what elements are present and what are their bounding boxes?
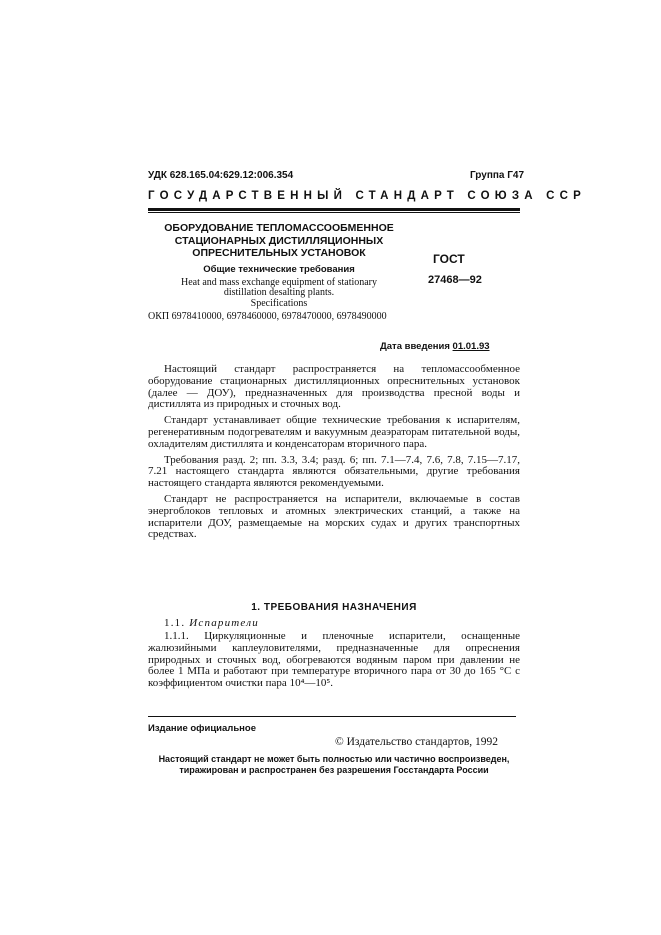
subsection-title: Испарители <box>189 617 259 629</box>
footer-rule <box>148 716 516 717</box>
copyright: © Издательство стандартов, 1992 <box>335 736 499 748</box>
paragraph: Стандарт не распространяется на испарители, включаемые в состав энергоблоков тепловых и атомных электрических станций, а также на испарители ДОУ, размещаемые на морских судах и других транспортных средствах. <box>148 492 520 541</box>
paragraph: 1.1.1. Циркуляционные и пленочные испарители, оснащенные жалюзийными каплеуловителями, предназначенные для опреснения природных и сточных вод, обогреваются водяным паром при давлении не более 1 МПа и работают при температуре вторичного пара от 30 до 165 °С с коэффициентом очистки пара 10⁴—10⁵. <box>148 630 520 690</box>
header-rule-thin <box>148 212 520 213</box>
notice-line-1: Настоящий стандарт не может быть полностью или частично воспроизведен, <box>158 754 510 764</box>
doc-title-line-3: ОПРЕСНИТЕЛЬНЫХ УСТАНОВОК <box>192 247 366 259</box>
udk-code: УДК 628.165.04:629.12:006.354 <box>148 170 294 181</box>
title-block <box>148 222 410 309</box>
group-code: Группа Г47 <box>470 170 525 181</box>
effective-date <box>380 341 490 352</box>
english-title-line-3: Specifications <box>250 297 308 309</box>
reproduction-notice <box>148 754 520 776</box>
intro-text <box>148 364 520 541</box>
notice-line-2: тиражирован и распространен без разрешения Госстандарта России <box>179 765 489 775</box>
english-title-line-2: distillation desalting plants. <box>223 287 335 298</box>
section-text <box>148 631 520 690</box>
doc-title-line-1: ОБОРУДОВАНИЕ ТЕПЛОМАССООБМЕННОЕ <box>164 222 394 234</box>
gost-label: ГОСТ <box>433 252 465 266</box>
effective-date-value: 01.01.93 <box>452 341 490 352</box>
header-rule <box>148 208 520 211</box>
subsection-number: 1.1. <box>164 617 186 629</box>
official-edition: Издание официальное <box>148 723 256 734</box>
state-standard-title: ГОСУДАРСТВЕННЫЙ СТАНДАРТ СОЮЗА ССР <box>148 190 587 202</box>
doc-title-line-2: СТАЦИОНАРНЫХ ДИСТИЛЛЯЦИОННЫХ <box>174 234 384 247</box>
subsection-heading <box>164 617 259 629</box>
doc-subtitle: Общие технические требования <box>203 263 355 275</box>
english-title-line-1: Heat and mass exchange equipment of stationary <box>180 276 378 288</box>
paragraph: Настоящий стандарт распространяется на тепломассообменное оборудование стационарных дистилляционных опреснительных установок (далее — ДОУ), предназначенных для производства пресной воды и дистиллята из природных и сточных вод. <box>148 363 520 411</box>
paragraph: Требования разд. 2; пп. 3.3, 3.4; разд. 6; пп. 7.1—7.4, 7.6, 7.8, 7.15—7.17, 7.21 настоящего стандарта являются обязательными, другие требования настоящего стандарта являются рекомендуемыми. <box>148 453 520 490</box>
gost-number: 27468—92 <box>428 274 482 286</box>
section-heading: 1. ТРЕБОВАНИЯ НАЗНАЧЕНИЯ <box>251 602 417 613</box>
paragraph: Стандарт устанавливает общие технические требования к испарителям, регенеративным подогревателям и вакуумным деаэраторам питательной воды, охладителям дистиллята и конденсаторам вторичного пара. <box>148 414 520 450</box>
effective-date-label: Дата введения <box>380 341 450 352</box>
okp-codes: ОКП 6978410000, 6978460000, 6978470000, 6978490000 <box>148 311 387 322</box>
